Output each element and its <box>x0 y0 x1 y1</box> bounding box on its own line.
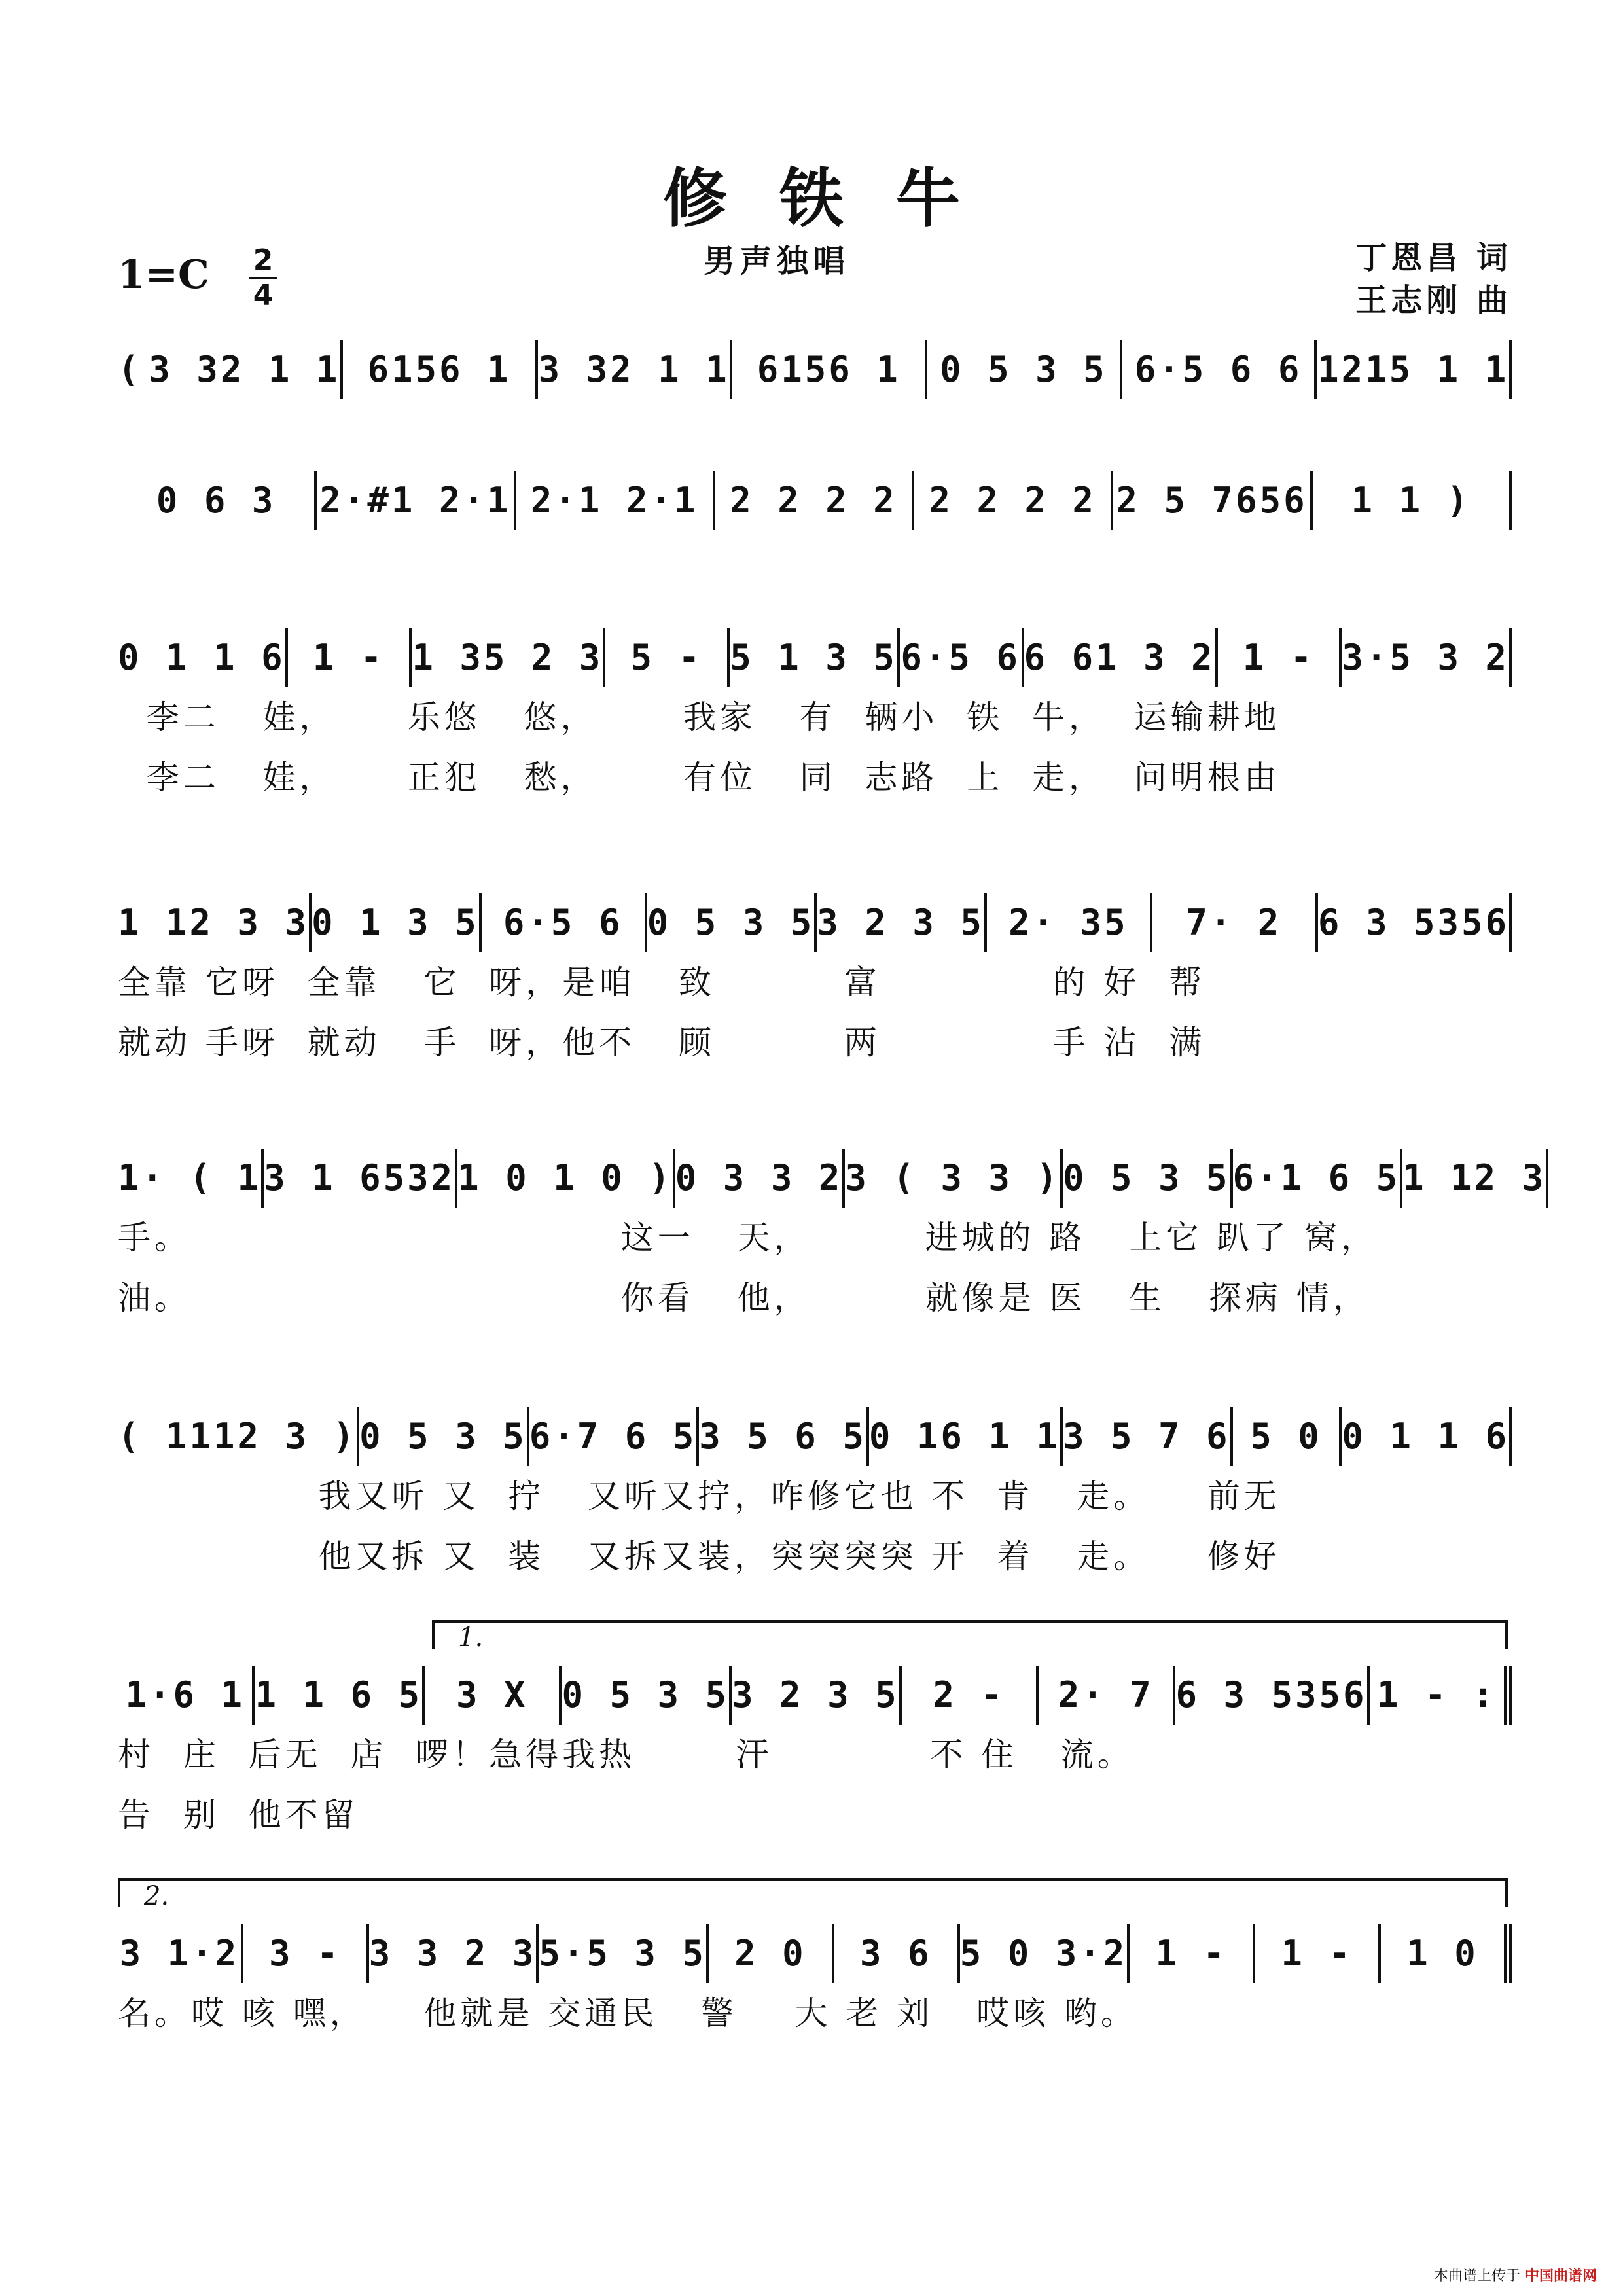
measure: 1·6 1 <box>118 1666 255 1725</box>
score-line <box>118 471 1512 530</box>
measure: 0 1 1 6 <box>1342 1407 1512 1466</box>
notation-row <box>118 1666 1512 1725</box>
score-line <box>118 628 1512 808</box>
lyric-line: 他又拆 又 装 又拆又装，突突突突 开 着 走。 修好 <box>118 1537 1281 1575</box>
score-line <box>118 1149 1546 1328</box>
lyric-line: 手。 这一 天， 进城的 路 上它 趴了 窝， <box>118 1219 1378 1257</box>
measure: 2 2 2 2 <box>914 471 1113 530</box>
measure: 0 6 3 <box>118 471 317 530</box>
lyricist-credit: 丁恩昌 词 <box>1355 240 1512 276</box>
performance-type: 男声独唱 <box>704 243 851 279</box>
lyric-line: 李二 娃， 正犯 愁， 有位 同 志路 上 走， 问明根由 <box>118 759 1281 797</box>
measure: 1 - <box>1218 628 1342 687</box>
time-signature-bottom: 4 <box>253 279 274 312</box>
measure: 3 1 6532 <box>264 1149 457 1208</box>
lyric-line: 油。 你看 他， 就像是 医 生 探病 情， <box>118 1279 1370 1317</box>
notation-row <box>118 1149 1546 1208</box>
notation-row <box>118 1407 1512 1466</box>
measure: 1· ( 1 <box>118 1149 264 1208</box>
first-ending: 1. <box>432 1620 1508 1649</box>
measure: 6 3 5356 <box>1318 893 1512 952</box>
measure: 2 2 2 2 <box>715 471 914 530</box>
measure: 0 1 1 6 <box>118 628 288 687</box>
measure: 0 3 3 2 <box>675 1149 846 1208</box>
key-signature: 1=C <box>118 252 209 298</box>
notation-row <box>118 628 1512 687</box>
measure: 2· 35 <box>987 893 1152 952</box>
measure: 1 12 3 3 <box>118 893 312 952</box>
measure: 0 16 1 1 <box>869 1407 1063 1466</box>
footer-text: 本曲谱上传于 <box>1433 2268 1520 2284</box>
measure: 2·#1 2·1 <box>317 471 516 530</box>
measure: 3 6 <box>834 1924 960 1983</box>
score-line <box>118 1407 1512 1587</box>
composer-credit: 王志刚 曲 <box>1355 282 1512 319</box>
measure: 7· 2 <box>1152 893 1318 952</box>
time-signature-top: 2 <box>253 243 274 277</box>
measure: 6156 1 <box>343 340 538 399</box>
measure: 6·5 6 6 <box>1122 340 1317 399</box>
measure: ( <box>118 349 142 390</box>
measure: 3·5 3 2 <box>1342 628 1512 687</box>
lyric-line: 李二 娃， 乐悠 悠， 我家 有 辆小 铁 牛， 运输耕地 <box>118 698 1281 736</box>
measure: 2· 7 <box>1039 1666 1175 1725</box>
measure: 5 0 3·2 <box>960 1924 1130 1983</box>
measure: 1 35 2 3 <box>412 628 605 687</box>
measure: 3 - <box>243 1924 369 1983</box>
measure: 3 X <box>425 1666 562 1725</box>
measure: 1 1 ) <box>1313 471 1512 530</box>
measure: 0 5 3 5 <box>647 893 817 952</box>
measure: 1 1 6 5 <box>255 1666 425 1725</box>
measure: 2 5 7656 <box>1113 471 1312 530</box>
measure: 3 ( 3 3 ) <box>845 1149 1063 1208</box>
measure: 3 5 6 5 <box>699 1407 869 1466</box>
measure: 6156 1 <box>732 340 927 399</box>
measure: 5·5 3 5 <box>539 1924 709 1983</box>
measure: 2 0 <box>709 1924 834 1983</box>
measure: 5 0 <box>1233 1407 1342 1466</box>
footer <box>1434 2265 1597 2285</box>
measure: 1 0 <box>1381 1924 1512 1983</box>
notation-row <box>118 893 1512 952</box>
measure: 6·7 6 5 <box>529 1407 700 1466</box>
lyric-line: 就动 手呀 就动 手 呀，他不 顾 两 手 沾 满 <box>118 1024 1206 1062</box>
measure: 6 3 5356 <box>1175 1666 1369 1725</box>
measure: 6 61 3 2 <box>1024 628 1218 687</box>
lyric-line: 告 别 他不留 <box>118 1796 359 1834</box>
song-title: 修铁牛 <box>662 161 1012 236</box>
measure: 0 5 3 5 <box>359 1407 529 1466</box>
measure: 3 32 1 1 <box>149 340 344 399</box>
measure: 6·5 6 <box>482 893 647 952</box>
measure: 0 1 3 5 <box>312 893 482 952</box>
lyric-line: 名。哎 咳 嘿， 他就是 交通民 警 大 老 刘 哎咳 哟。 <box>118 1994 1137 2032</box>
lyric-line: 村 庄 后无 店 啰！急得我热 汗 不 住 流。 <box>118 1736 1134 1774</box>
score-line <box>118 1881 1512 2043</box>
measure: 1 12 3 <box>1402 1149 1548 1208</box>
measure: 5 - <box>605 628 730 687</box>
lyric-line: 我又听 又 拧 又听又拧，咋修它也 不 肯 走。 前无 <box>118 1477 1281 1515</box>
footer-brand: 中国曲谱网 <box>1524 2268 1597 2284</box>
notation-row <box>118 471 1512 530</box>
notation-row <box>118 1924 1512 1983</box>
second-ending: 2. <box>118 1878 1508 1907</box>
measure: 0 5 3 5 <box>927 340 1122 399</box>
measure: 0 5 3 5 <box>1063 1149 1233 1208</box>
time-signature <box>249 245 277 311</box>
measure: 3 2 3 5 <box>732 1666 902 1725</box>
measure: 6·1 6 5 <box>1233 1149 1403 1208</box>
measure: 1215 1 1 <box>1317 340 1512 399</box>
measure: 3 5 7 6 <box>1063 1407 1233 1466</box>
measure: 3 32 1 1 <box>538 340 733 399</box>
lyric-line: 全靠 它呀 全靠 它 呀，是咱 致 富 的 好 帮 <box>118 963 1206 1001</box>
measure: 2·1 2·1 <box>516 471 715 530</box>
score-line <box>118 340 1512 399</box>
measure: ( 1112 3 ) <box>118 1407 359 1466</box>
measure: 5 1 3 5 <box>730 628 900 687</box>
measure: 1 - : <box>1370 1666 1512 1725</box>
measure: 1 0 1 0 ) <box>457 1149 675 1208</box>
measure: 1 - <box>288 628 412 687</box>
notation-row <box>118 340 1512 399</box>
measure: 3 2 3 5 <box>817 893 987 952</box>
measure: 0 5 3 5 <box>562 1666 732 1725</box>
measure: 1 - <box>1130 1924 1255 1983</box>
score-line <box>118 1623 1512 1845</box>
measure: 3 3 2 3 <box>369 1924 539 1983</box>
measure: 3 1·2 <box>118 1924 243 1983</box>
score-line <box>118 893 1512 1073</box>
measure: 2 - <box>902 1666 1039 1725</box>
measure: 1 - <box>1255 1924 1381 1983</box>
measure: 6·5 6 <box>900 628 1024 687</box>
